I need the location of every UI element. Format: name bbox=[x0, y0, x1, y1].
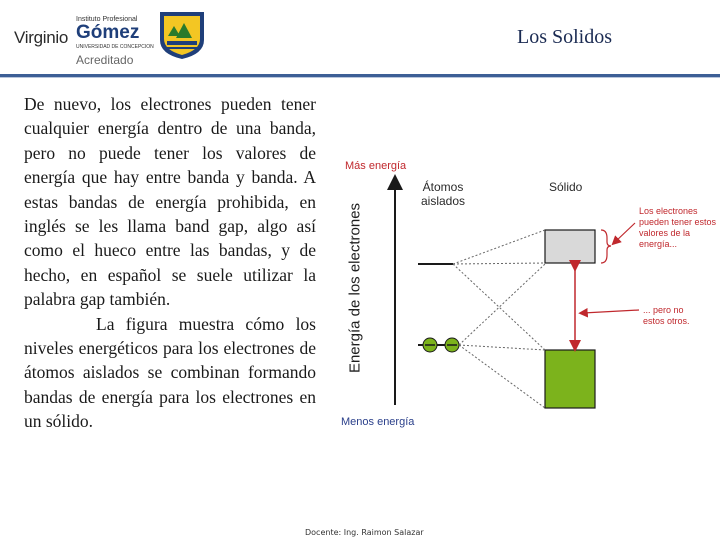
forbidden-note-pointer bbox=[583, 310, 639, 313]
electron-icon bbox=[423, 338, 437, 352]
header bbox=[0, 0, 720, 75]
energy-band-figure bbox=[333, 150, 718, 440]
lower-energy-band bbox=[545, 350, 595, 408]
more-energy-label: Más energía bbox=[345, 160, 407, 172]
energy-band-diagram bbox=[333, 150, 718, 440]
header-divider-light bbox=[0, 77, 720, 78]
logo-brand-first: Virginio bbox=[14, 28, 68, 47]
logo-brand-second: Gómez bbox=[76, 22, 140, 43]
allowed-energy-note: Los electrones pueden tener estos valores de la energía... bbox=[639, 206, 717, 249]
institution-logo bbox=[14, 8, 204, 70]
logo-institute: Instituto Profesional bbox=[76, 16, 138, 23]
band-brace bbox=[601, 230, 611, 263]
forbidden-energy-note: ... pero no estos otros. bbox=[643, 305, 690, 326]
upper-energy-band bbox=[545, 230, 595, 263]
solid-label: Sólido bbox=[549, 180, 583, 194]
less-energy-label: Menos energía bbox=[341, 416, 415, 428]
body-text bbox=[24, 92, 316, 434]
footer-credit: Docente: Ing. Raimon Salazar bbox=[305, 528, 424, 537]
electron-icon bbox=[445, 338, 459, 352]
logo-university: UNIVERSIDAD DE CONCEPCION bbox=[76, 44, 154, 50]
paragraph-2: La figura muestra cómo los niveles energéticos para los electrones de átomos aislados se combinan formando bandas de energía para los electrones en un sólido. bbox=[24, 313, 316, 432]
y-axis-label: Energía de los electrones bbox=[346, 202, 364, 374]
crest-icon bbox=[154, 10, 210, 60]
logo-accredited: Acreditado bbox=[76, 53, 134, 67]
isolated-atoms-label: Átomos aislados bbox=[420, 180, 466, 208]
allowed-note-pointer bbox=[615, 223, 635, 242]
page-title: Los Solidos bbox=[517, 26, 613, 48]
level-to-band-lines bbox=[453, 230, 545, 408]
paragraph-1: De nuevo, los electrones pueden tener cualquier energía dentro de una banda, pero no puede tener los valores de energía que hay entre banda y banda. A estas bandas de energía prohibida, en inglés se les llama band gap, algo así como el hueco entre las bandas, y de hecho, en español se suele utilizar la palabra gap también. bbox=[24, 94, 316, 310]
